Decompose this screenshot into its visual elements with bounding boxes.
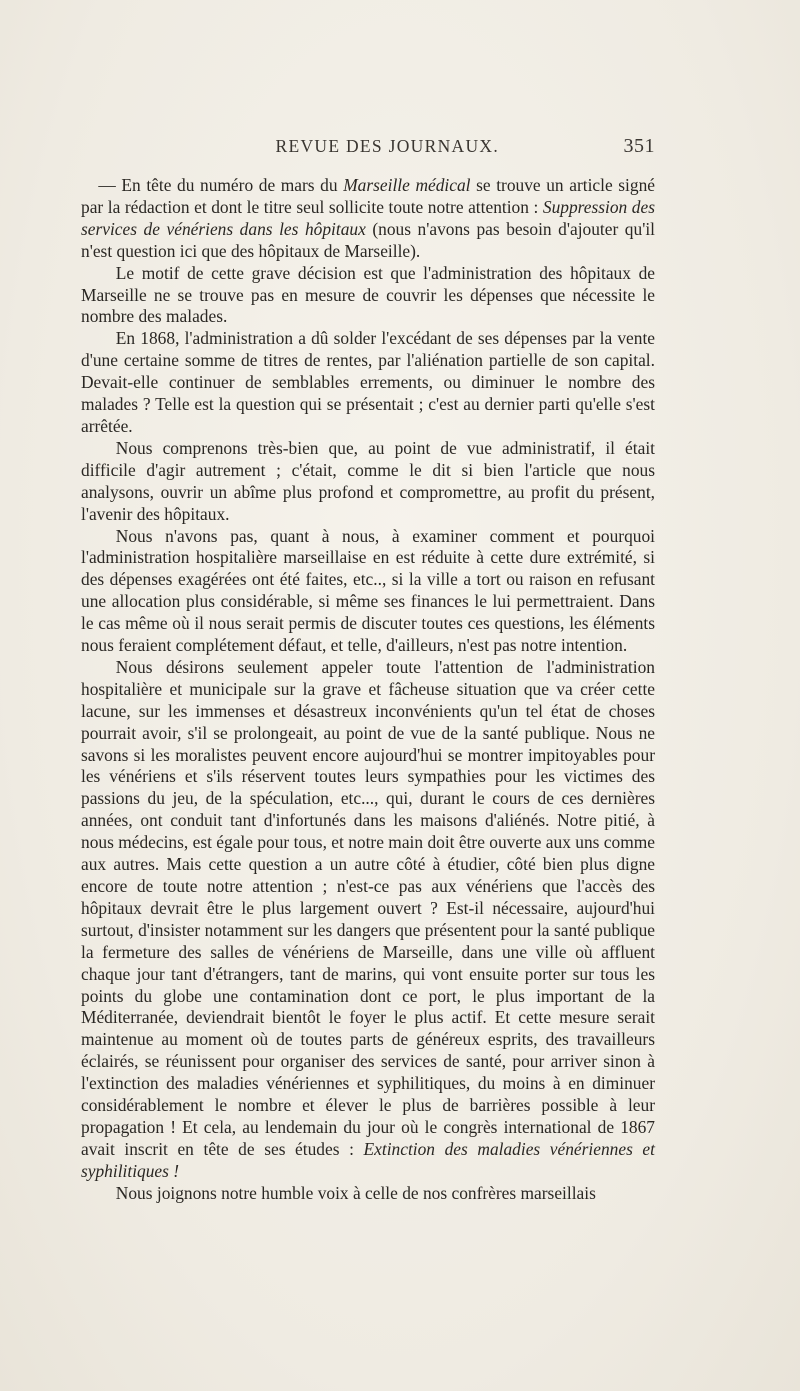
running-head — [81, 135, 655, 175]
text-block — [81, 135, 655, 1205]
paragraph-text: Nous n'avons pas, quant à nous, à examiner comment et pourquoi l'administration hospitalière marseillaise en est réduite à cette dure extrémité, si des dépenses exagérées ont été faites, etc.., si la ville a tort ou raison en refusant une allocation plus considérable, si même ses finances le lui permettraient. Dans le cas même où il nous serait permis de discuter toutes ces questions, les éléments nous feraient complétement défaut, et telle, d'ailleurs, n'est pas notre intention. — [81, 525, 655, 656]
paragraph-text: Nous joignons notre humble voix à celle de nos confrères marseillais — [115, 1182, 596, 1203]
paragraph-text: En 1868, l'administration a dû solder l'excédant de ses dépenses par la vente d'une certaine somme de titres de rentes, par l'aliénation partielle de son capital. Devait-elle continuer de semblables errements, ou diminuer le nombre des malades ? Telle est la question qui se présentait ; c'est au dernier parti qu'elle s'est arrêtée. — [81, 328, 655, 436]
italic-text: Suppression des services de vénériens dans les hôpitaux — [81, 196, 655, 239]
paragraph-text: — En tête du numéro de mars du — [98, 175, 344, 195]
page-number: 351 — [623, 135, 655, 157]
running-head-title: REVUE DES JOURNAUX. — [275, 136, 500, 156]
paragraph-text: Nous désirons seulement appeler toute l'attention de l'administration hospitalière et municipale sur la grave et fâcheuse situation que va créer cette lacune, sur les immenses et désastreux inconvénients qu'un tel état de choses pourrait avoir, s'il se prolongeait, au point de vue de la santé publique. Nous ne savons si les moralistes peuvent encore aujourd'hui se montrer impitoyables pour les vénériens et s'ils réservent toutes leurs sympathies pour les victimes des passions du jeu, de la spéculation, etc..., qui, durant le cours de ces dernières années, ont conduit tant d'infortunés dans les maisons d'aliénés. Notre pitié, à nous médecins, est égale pour tous, et notre main doit être ouverte aux uns comme aux autres. Mais cette question a un autre côté à étudier, côté bien plus digne encore de toute notre attention ; n'est-ce pas aux vénériens que l'accès des hôpitaux devrait être le plus largement ouvert ? Est-il nécessaire, aujourd'hui surtout, d'insister notamment sur les dangers que présentent pour la santé publique la fermeture des salles de vénériens de Marseille, dans une ville où affluent chaque jour tant d'étrangers, tant de marins, qui vont ensuite porter sur tous les points du globe une contamination dont ce port, le plus important de la Méditerranée, deviendrait bientôt le foyer le plus actif. Et cette mesure serait maintenue au moment où de toutes parts de généreux esprits, des travailleurs éclairés, se réunissent pour organiser des services de santé, pour arriver sinon à l'extinction des maladies vénériennes et syphilitiques, du moins à en diminuer considérablement le nombre et élever le plus de barrières possible à leur propagation ! Et cela, au lendemain du jour où le congrès international de 1867 avait inscrit en tête de ses études : — [81, 656, 655, 1159]
paragraph-text: se trouve un article signé par la rédaction et dont le titre seul sollicite toute notre attention : — [81, 175, 655, 217]
italic-text: Extinction des maladies vénériennes et syphilitiques ! — [81, 1138, 655, 1181]
paragraph — [81, 438, 655, 526]
paragraph — [81, 526, 655, 657]
paragraph — [81, 263, 655, 329]
article-body — [81, 175, 655, 1205]
italic-text: Marseille médical — [343, 175, 471, 195]
paragraph — [81, 328, 655, 438]
paragraph — [81, 1183, 655, 1205]
paragraph-text: Le motif de cette grave décision est que l'administration des hôpitaux de Marseille ne se trouve pas en mesure de couvrir les dépenses que nécessite le nombre des malades. — [81, 262, 655, 327]
paragraph — [81, 657, 655, 1183]
paragraph-text: (nous n'avons pas besoin d'ajouter qu'il n'est question ici que des hôpitaux de Marseille). — [81, 218, 655, 261]
paragraph — [81, 175, 655, 263]
paragraph-text: Nous comprenons très-bien que, au point de vue administratif, il était difficile d'agir autrement ; c'était, comme le dit si bien l'article que nous analysons, ouvrir un abîme plus profond et compromettre, au profit du présent, l'avenir des hôpitaux. — [81, 437, 655, 524]
